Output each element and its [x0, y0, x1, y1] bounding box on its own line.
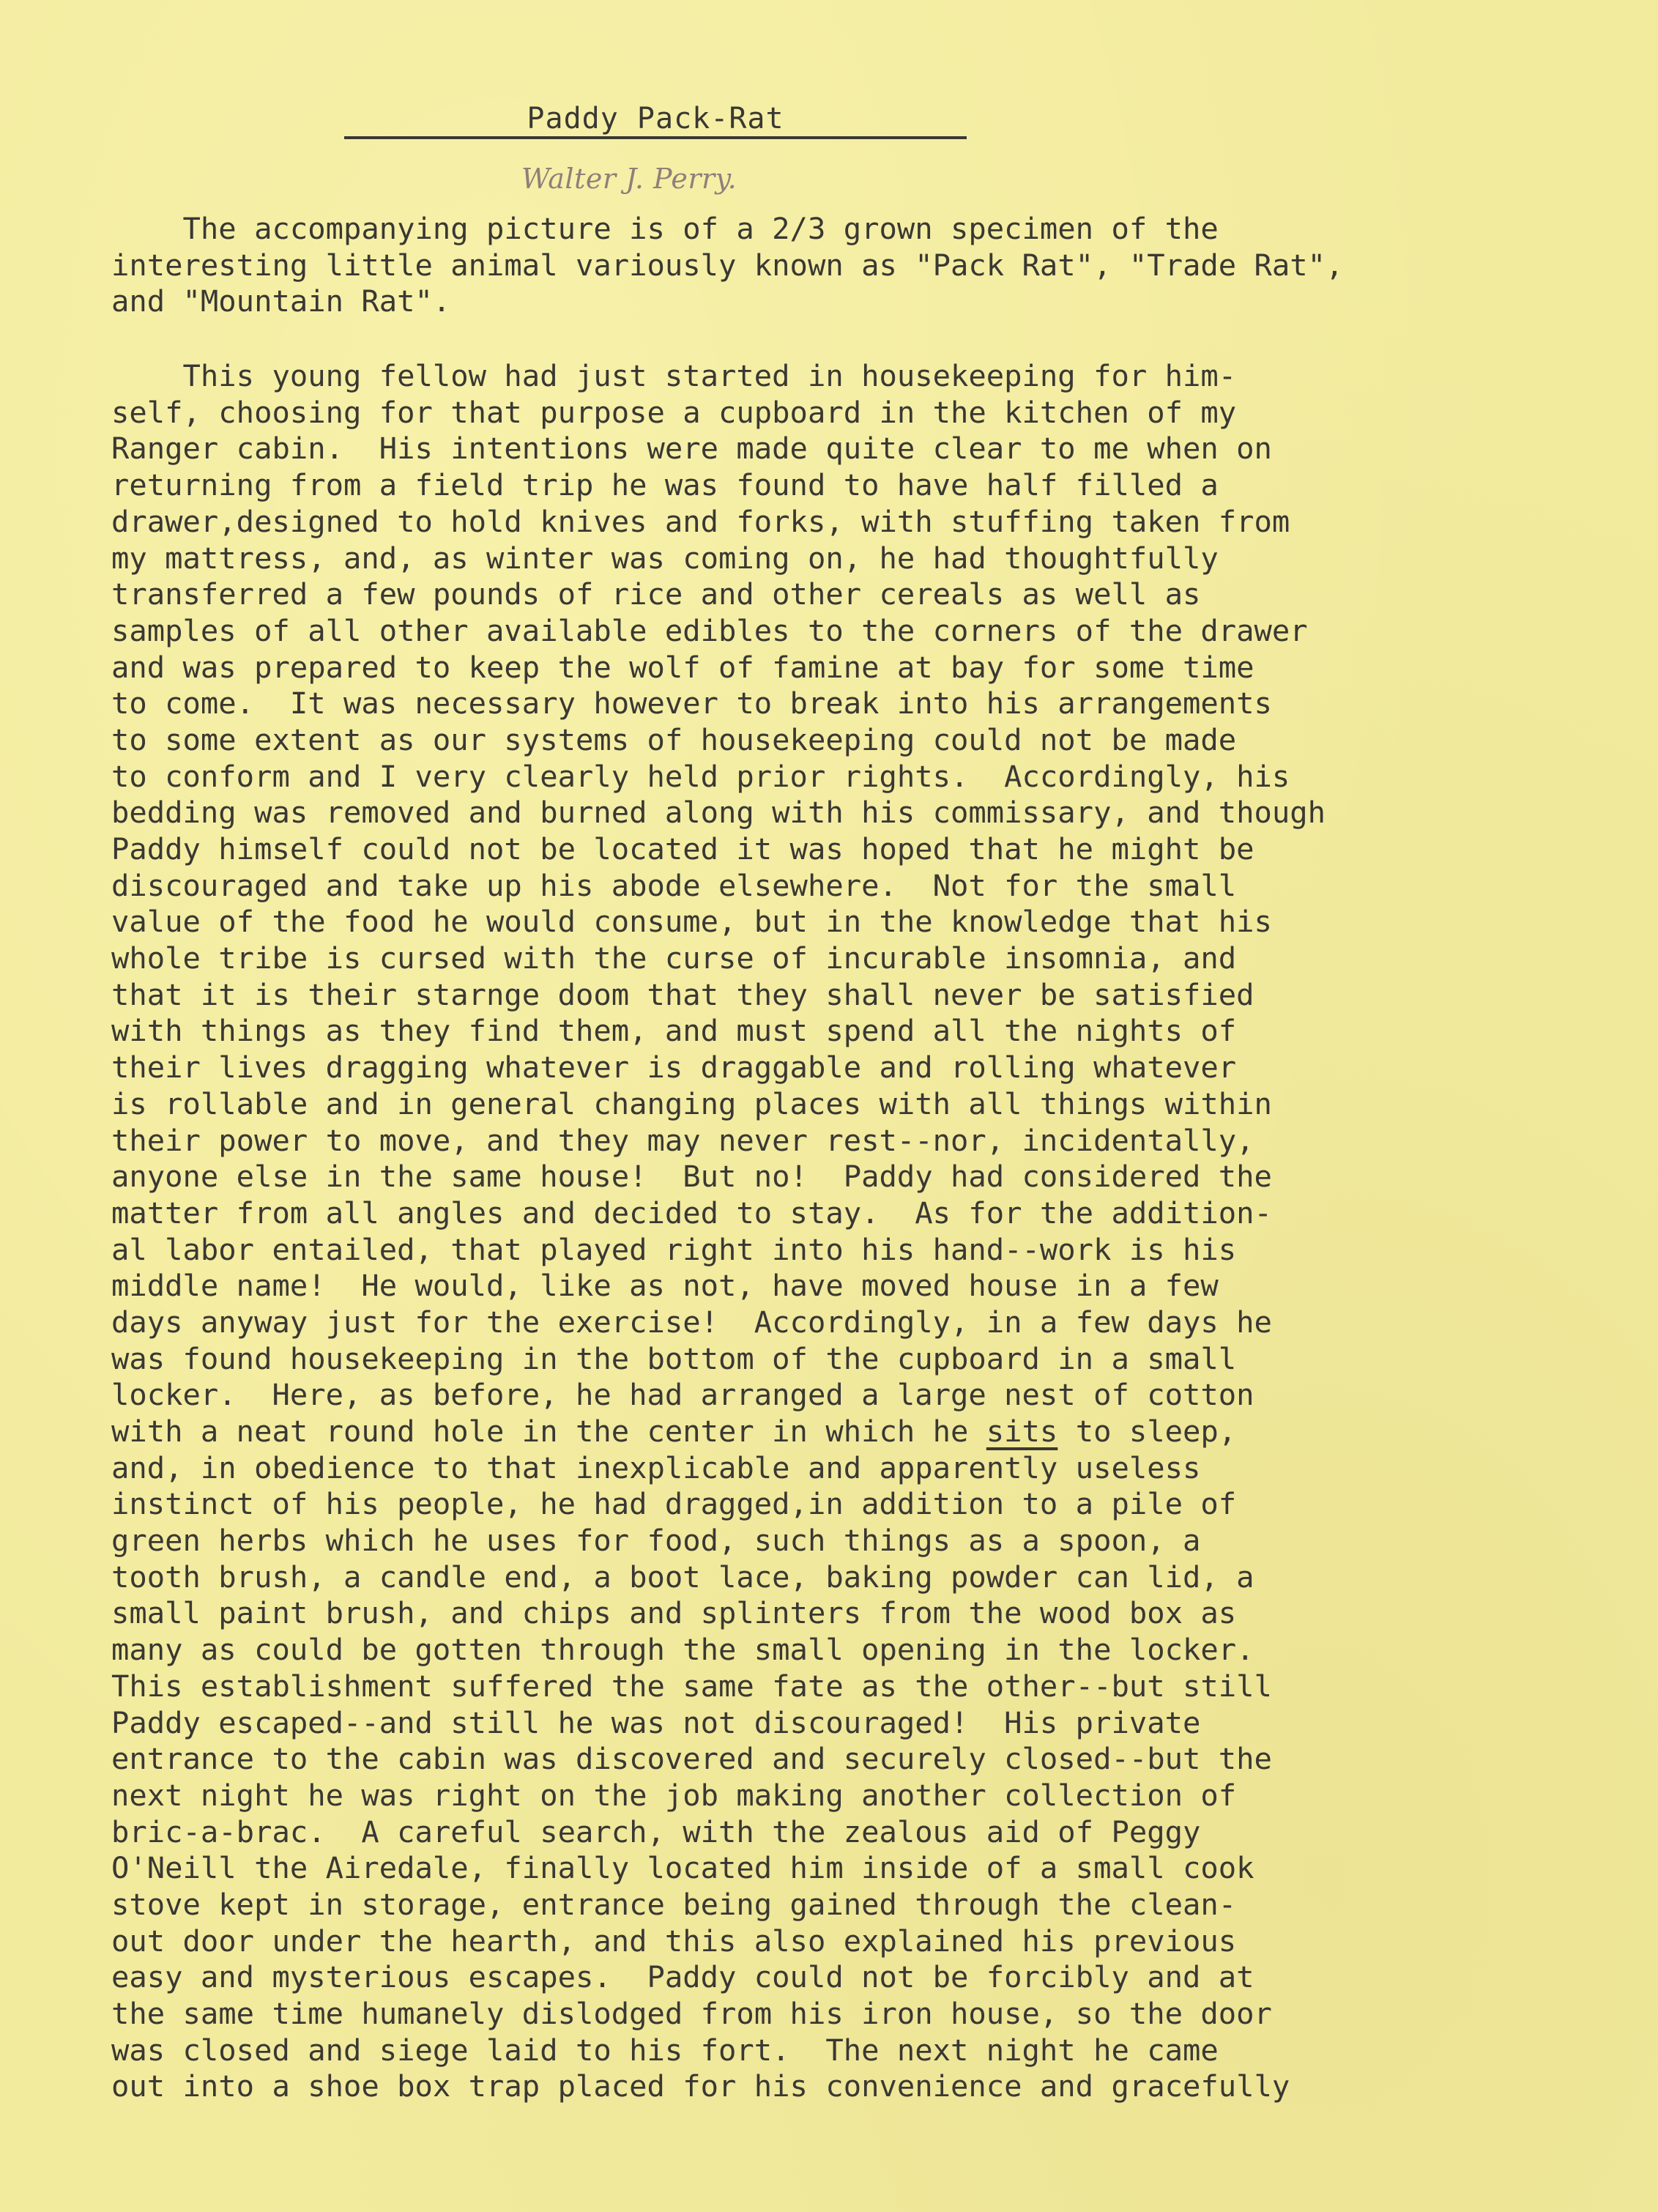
title-underline	[344, 136, 967, 139]
text-line: Ranger cabin. His intentions were made quite clear to me when on	[111, 431, 1272, 467]
text-line: returning from a field trip he was found to have half filled a	[111, 467, 1219, 503]
paragraph-1	[111, 211, 1635, 320]
text-line: This young fellow had just started in housekeeping for him-	[111, 358, 1237, 394]
text-line: and was prepared to keep the wolf of famine at bay for some time	[111, 649, 1254, 685]
text-line: that it is their starnge doom that they shall never be satisfied	[111, 976, 1254, 1012]
text-line: value of the food he would consume, but in the knowledge that his	[111, 904, 1272, 940]
author-signature: Walter J. Perry.	[521, 163, 737, 195]
text-line: drawer,designed to hold knives and forks, with stuffing taken from	[111, 503, 1290, 539]
text-line: transferred a few pounds of rice and other cereals as well as	[111, 576, 1201, 612]
text-line: with things as they find them, and must spend all the nights of	[111, 1013, 1237, 1049]
text-line: entrance to the cabin was discovered and securely closed--but the	[111, 1741, 1272, 1777]
text-line: Paddy himself could not be located it was hoped that he might be	[111, 831, 1254, 866]
text-line: my mattress, and, as winter was coming on, he had thoughtfully	[111, 540, 1219, 576]
text-line: and "Mountain Rat".	[111, 283, 451, 319]
text-line: green herbs which he uses for food, such things as a spoon, a	[111, 1523, 1201, 1559]
text-line: bric-a-brac. A careful search, with the zealous aid of Peggy	[111, 1814, 1201, 1849]
text-line: their power to move, and they may never rest--nor, incidentally,	[111, 1122, 1254, 1158]
text-line: discouraged and take up his abode elsewhere. Not for the small	[111, 867, 1237, 903]
text-line: to come. It was necessary however to break into his arrangements	[111, 686, 1272, 721]
text-line: self, choosing for that purpose a cupboard in the kitchen of my	[111, 394, 1237, 430]
text-line: interesting little animal variously known as "Pack Rat", "Trade Rat",	[111, 247, 1344, 283]
text-line: The accompanying picture is of a 2/3 grown specimen of the	[111, 211, 1219, 246]
text-line: next night he was right on the job making another collection of	[111, 1777, 1237, 1813]
text-line: instinct of his people, he had dragged,in addition to a pile of	[111, 1486, 1237, 1522]
text-line: whole tribe is cursed with the curse of incurable insomnia, and	[111, 940, 1237, 976]
text-line: and, in obedience to that inexplicable and apparently useless	[111, 1450, 1201, 1485]
text-line: days anyway just for the exercise! Accordingly, in a few days he	[111, 1304, 1272, 1340]
text-line: This establishment suffered the same fate as the other--but still	[111, 1668, 1272, 1704]
text-line: many as could be gotten through the small opening in the locker.	[111, 1632, 1254, 1668]
text-line: was closed and siege laid to his fort. The next night he came	[111, 2032, 1219, 2068]
body-text	[111, 211, 1635, 2105]
text-line: Paddy escaped--and still he was not discouraged! His private	[111, 1704, 1201, 1740]
text-line: their lives dragging whatever is draggable and rolling whatever	[111, 1050, 1237, 1085]
text-line: bedding was removed and burned along with his commissary, and though	[111, 795, 1326, 831]
text-line: O'Neill the Airedale, finally located him inside of a small cook	[111, 1850, 1254, 1886]
text-line: anyone else in the same house! But no! Paddy had considered the	[111, 1159, 1272, 1195]
text-line: to conform and I very clearly held prior rights. Accordingly, his	[111, 758, 1290, 794]
text-line: samples of all other available edibles to the corners of the drawer	[111, 612, 1308, 648]
text-line: al labor entailed, that played right into his hand--work is his	[111, 1231, 1237, 1267]
text-line: small paint brush, and chips and splinters from the wood box as	[111, 1595, 1237, 1631]
text-line: was found housekeeping in the bottom of the cupboard in a small	[111, 1340, 1237, 1376]
text-line: stove kept in storage, entrance being gained through the clean-	[111, 1886, 1237, 1922]
page-title: Paddy Pack-Rat	[527, 102, 784, 136]
text-line: out into a shoe box trap placed for his convenience and gracefully	[111, 2068, 1290, 2104]
text-line: tooth brush, a candle end, a boot lace, baking powder can lid, a	[111, 1559, 1254, 1595]
paragraph-2	[111, 358, 1635, 2105]
paragraph-gap	[111, 320, 1635, 358]
underlined-word: sits	[986, 1414, 1058, 1449]
text-line: the same time humanely dislodged from his iron house, so the door	[111, 1996, 1272, 2031]
text-line: is rollable and in general changing places with all things within	[111, 1085, 1272, 1121]
text-line: to some extent as our systems of housekeeping could not be made	[111, 721, 1237, 757]
text-line: easy and mysterious escapes. Paddy could not be forcibly and at	[111, 1959, 1254, 1995]
text-line: middle name! He would, like as not, have moved house in a few	[111, 1268, 1219, 1304]
text-line: with a neat round hole in the center in which he sits to sleep,	[111, 1414, 1237, 1449]
text-line: out door under the hearth, and this also explained his previous	[111, 1923, 1237, 1959]
text-line: matter from all angles and decided to stay. As for the addition-	[111, 1195, 1272, 1231]
text-line: locker. Here, as before, he had arranged a large nest of cotton	[111, 1377, 1254, 1413]
